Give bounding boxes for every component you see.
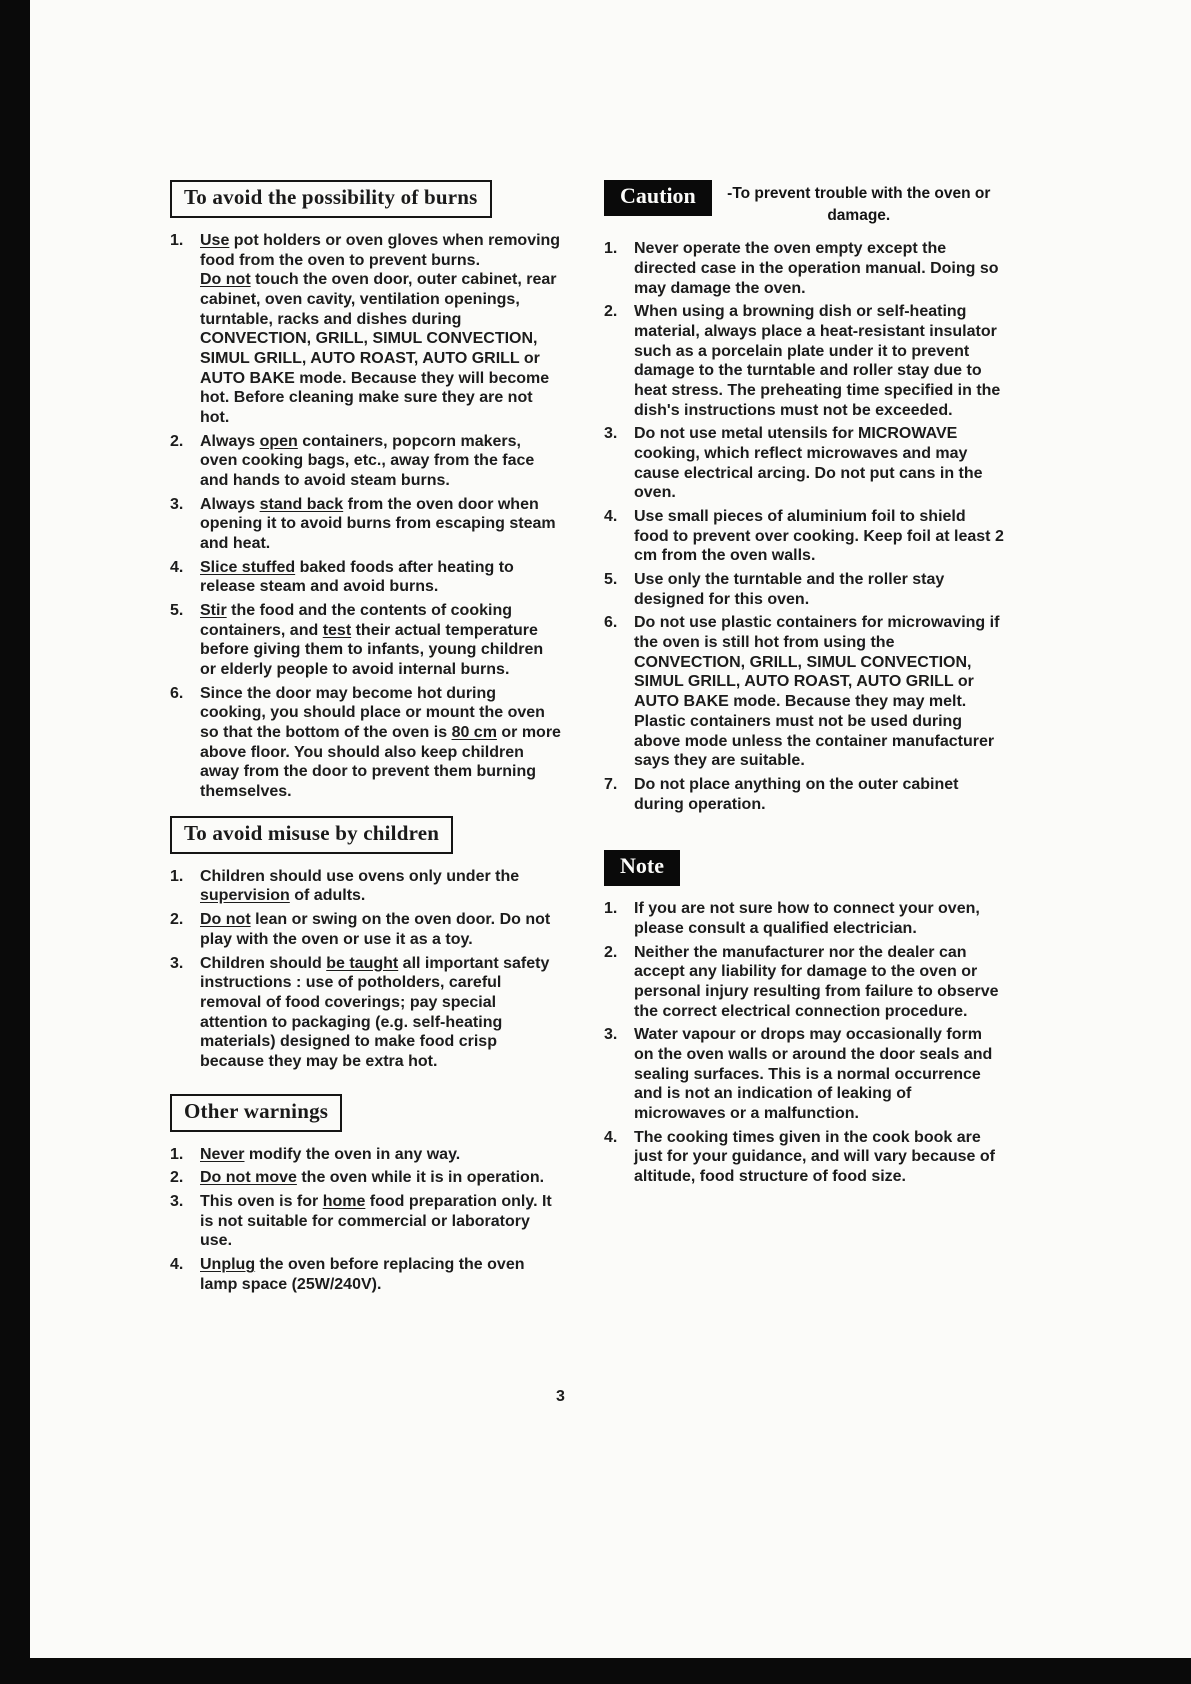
list-item-number: 4. [170,1255,184,1273]
list-item-number: 1. [170,232,184,249]
list-item [170,432,562,491]
section-children [170,816,562,1072]
list-item [170,601,562,680]
list-item-number: 5. [604,571,618,589]
list-item-text: Do not place anything on the outer cabinet during operation. [634,775,959,813]
list-item [604,943,1004,1022]
list-item-number: 1. [604,900,618,918]
list-item-text: Do not move the oven while it is in operation. [200,1169,545,1187]
page-number: 3 [556,1388,565,1405]
list-item [170,954,562,1072]
numbered-list [170,867,562,1072]
list-item-text: Do not use metal utensils for MICROWAVE cooking, which reflect microwaves and may cause electrical arcing. Do not put cans in the oven. [634,425,983,502]
list-item-text: If you are not sure how to connect your oven, please consult a qualified electrician. [634,900,980,937]
list-item-text: Do not use plastic containers for microwaving if the oven is still hot from using the CONVECTION, GRILL, SIMUL CONVECTION, SIMUL GRILL, AUTO ROAST, AUTO GRILL or AUTO BAKE mode. Because they may melt. Plastic containers must not be used during above mode unless the container manufacturer says they are suitable. [634,614,1000,770]
list-item-number: 1. [604,240,618,258]
numbered-list [170,231,562,802]
list-item-text: Neither the manufacturer nor the dealer can accept any liability for damage to the oven or personal injury resulting from failure to observe the correct electrical connection procedure. [634,943,999,1020]
list-item [170,1145,562,1165]
section-note [604,850,1004,1186]
section-burns [170,180,562,802]
section-warnings [170,1094,562,1295]
right-column [604,172,1004,1308]
section-heading-warnings: Other warnings [170,1094,342,1132]
list-item-text: The cooking times given in the cook book are just for your guidance, and will vary because of altitude, food structure of food size. [634,1128,995,1185]
list-item [604,239,1004,298]
section-heading-row [604,180,1004,226]
list-item-number: 5. [170,602,184,620]
list-item-text: Children should use ovens only under the supervision of adults. [200,867,520,905]
list-item-number: 6. [170,684,184,702]
list-item-text: Unplug the oven before replacing the oven lamp space (25W/240V). [200,1255,525,1293]
list-item-text: Slice stuffed baked foods after heating to release steam and avoid burns. [200,558,514,596]
list-item [604,613,1004,770]
section-heading-note: Note [604,850,680,886]
list-item [604,1128,1004,1187]
section-caution [604,180,1004,814]
list-item [170,867,562,906]
section-heading-row [604,850,1004,886]
list-item-text: Water vapour or drops may occasionally form on the oven walls or around the door seals and sealing surfaces. This is a normal occurrence and is not an indication of leaking of microwaves or a malfunction. [634,1026,993,1122]
list-item-number: 2. [170,911,184,929]
list-item-number: 3. [170,495,184,513]
list-item-number: 3. [604,1026,618,1044]
left-column [170,172,562,1308]
section-heading-row [170,1094,562,1132]
list-item-number: 2. [170,1169,184,1187]
list-item-number: 7. [604,775,618,793]
list-item-text: This oven is for home food preparation only. It is not suitable for commercial or laboratory use. [200,1192,552,1250]
list-item-text: Do not lean or swing on the oven door. Do not play with the oven or use it as a toy. [200,911,551,948]
list-item-number: 6. [604,614,618,632]
list-item-text: Use only the turntable and the roller stay designed for this oven. [634,571,945,608]
list-item-number: 1. [170,1145,184,1163]
section-heading-suffix: -To prevent trouble with the oven or damage. [727,185,991,224]
list-item-text: Children should be taught all important safety instructions : use of potholders, careful removal of food coverings; pay special attention to packaging (e.g. self-heating materials) designed to make food crisp because they may be extra hot. [200,954,550,1070]
list-item-number: 2. [170,432,184,450]
numbered-list [604,239,1004,814]
list-item-number: 4. [604,508,618,526]
bottom-edge-black-bar [0,1658,1191,1684]
list-item-text: Since the door may become hot during cooking, you should place or mount the oven so that the bottom of the oven is 80 cm or more above floor. You should also keep children away from the door to prevent them burning themselves. [200,684,561,801]
list-item [170,1192,562,1251]
list-item-text: Never operate the oven empty except the directed case in the operation manual. Doing so may damage the oven. [634,240,999,297]
list-item [604,424,1004,503]
list-item-text: Use small pieces of aluminium foil to shield food to prevent over cooking. Keep foil at least 2 cm from the oven walls. [634,508,1004,565]
list-item [604,302,1004,420]
list-item [604,507,1004,566]
numbered-list [170,1145,562,1295]
page-content [170,172,1004,1308]
list-item [170,1168,562,1188]
left-edge-black-bar [0,0,30,1684]
list-item [604,775,1004,814]
list-item [604,1025,1004,1123]
list-item-number: 4. [604,1128,618,1146]
section-heading-row [170,816,562,854]
section-heading-caution: Caution [604,180,712,216]
list-item [170,558,562,597]
list-item [604,899,1004,938]
list-item-number: 3. [170,954,184,972]
list-item [170,1255,562,1294]
numbered-list [604,899,1004,1186]
list-item-text: Never modify the oven in any way. [200,1145,461,1163]
list-item-text: Always stand back from the oven door when opening it to avoid burns from escaping steam and heat. [200,495,556,553]
list-item [170,684,562,802]
section-heading-row [170,180,562,218]
list-item-text: When using a browning dish or self-heating material, always place a heat-resistant insulator such as a porcelain plate under it to prevent damage to the turntable and roller stay due to heat stress. The preheating time specified in the dish's instructions must not be exceeded. [634,303,1001,419]
section-heading-children: To avoid misuse by children [170,816,453,854]
section-heading-burns: To avoid the possibility of burns [170,180,492,218]
list-item-number: 2. [604,943,618,961]
list-item-number: 3. [170,1192,184,1210]
list-item-number: 3. [604,425,618,443]
list-item [604,570,1004,609]
list-item-text: Use pot holders or oven gloves when removing food from the oven to prevent burns. Do not touch the oven door, outer cabinet, rear cabinet, oven cavity, ventilation openings, turntable, racks and dishes during CONVECTION, GRILL, SIMUL CONVECTION, SIMUL GRILL, AUTO ROAST, AUTO GRILL or AUTO BAKE mode. Because they will become hot. Before cleaning make sure they are not hot. [200,232,561,427]
list-item [170,231,562,428]
list-item-number: 4. [170,558,184,576]
list-item-number: 2. [604,303,618,321]
list-item-text: Stir the food and the contents of cooking containers, and test their actual temperature before giving them to infants, young children or elderly people to avoid internal burns. [200,602,544,679]
list-item [170,495,562,554]
list-item [170,910,562,949]
list-item-text: Always open containers, popcorn makers, oven cooking bags, etc., away from the face and hands to avoid steam burns. [200,432,535,490]
list-item-number: 1. [170,867,184,885]
